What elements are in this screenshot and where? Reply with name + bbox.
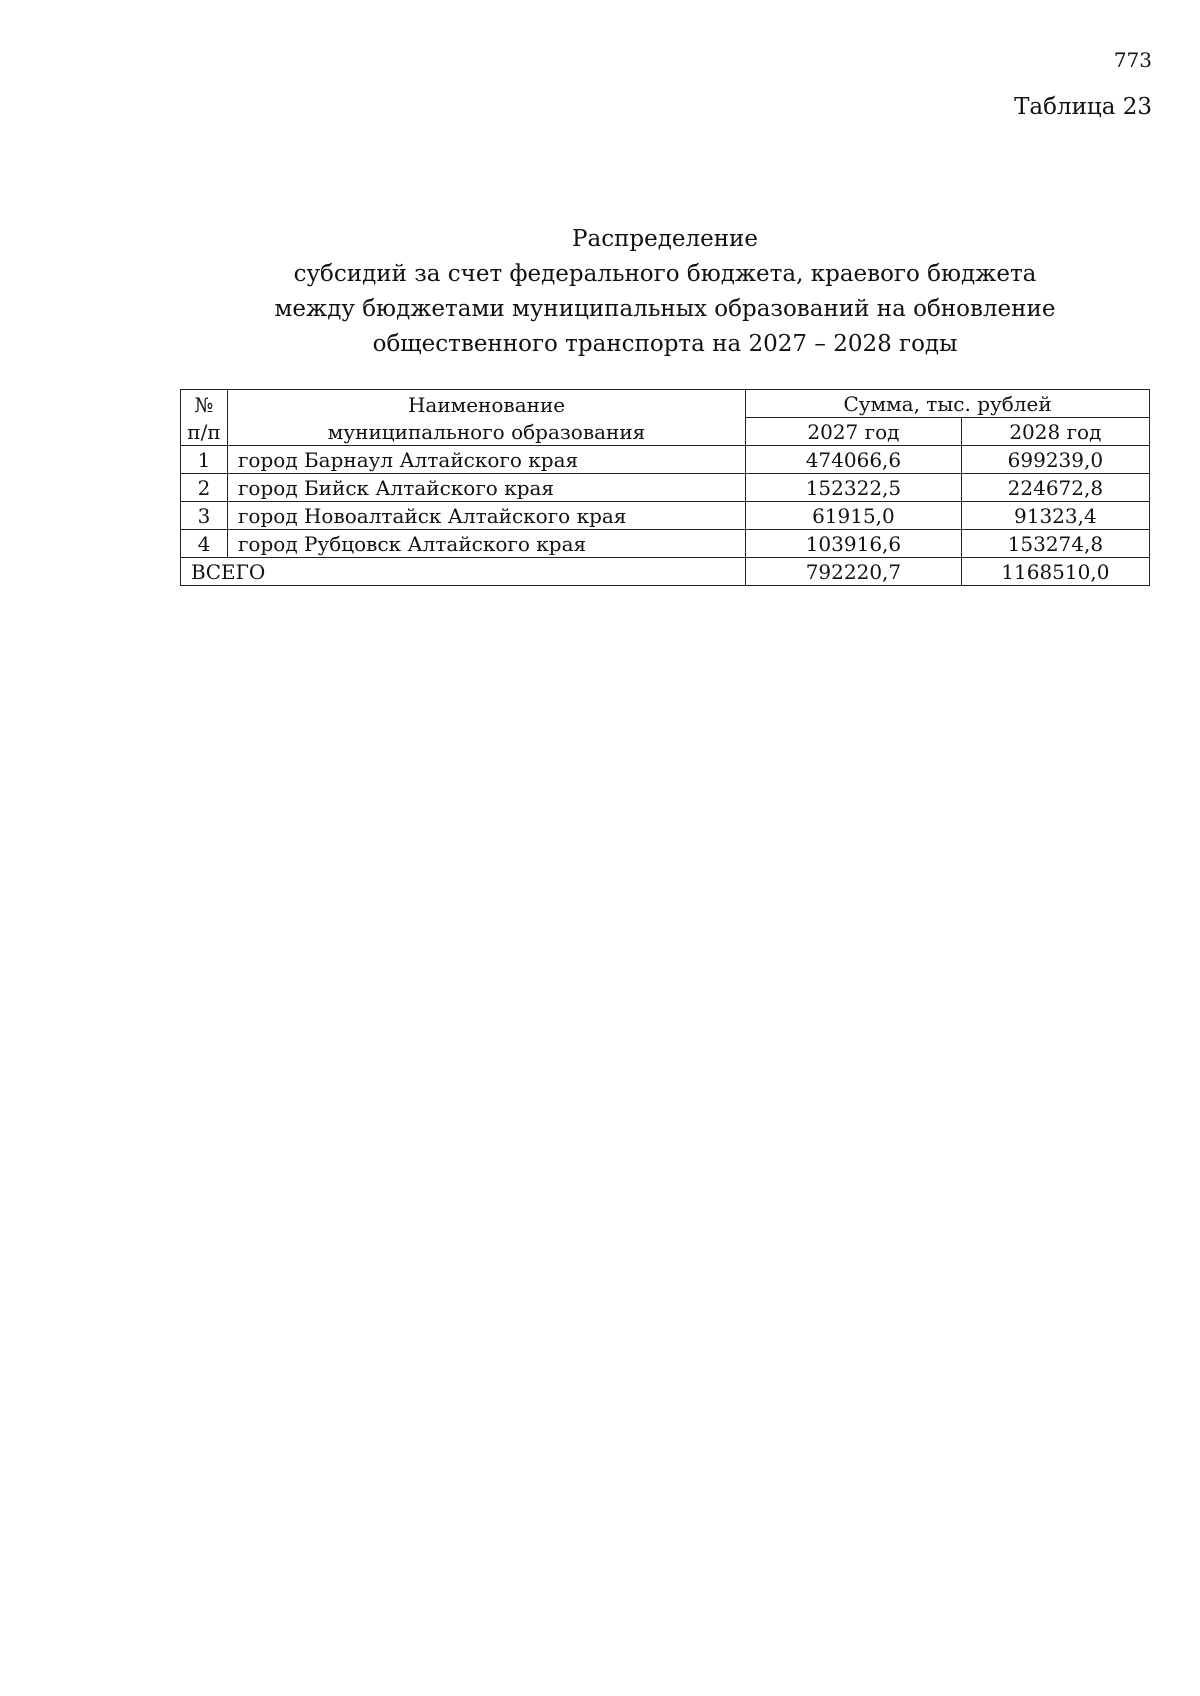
row-num: 3 [181, 502, 228, 530]
table-row [181, 446, 1150, 474]
total-value-2028: 1168510,0 [961, 558, 1149, 586]
row-value-2028: 91323,4 [961, 502, 1149, 530]
title-line-3: между бюджетами муниципальных образований на обновление [274, 296, 1056, 322]
table-row [181, 502, 1150, 530]
row-name: город Бийск Алтайского края [227, 474, 745, 502]
row-name: город Рубцовск Алтайского края [227, 530, 745, 558]
header-num-line1: № [181, 390, 228, 418]
header-name-line1: Наименование [227, 390, 745, 418]
header-year-2028: 2028 год [961, 418, 1149, 446]
row-value-2027: 152322,5 [746, 474, 962, 502]
total-value-2027: 792220,7 [746, 558, 962, 586]
page-number: 773 [1113, 48, 1152, 72]
title-line-4: общественного транспорта на 2027 – 2028 годы [372, 331, 958, 357]
row-name: город Барнаул Алтайского края [227, 446, 745, 474]
table-label: Таблица 23 [1014, 94, 1152, 120]
header-name-line2: муниципального образования [227, 418, 745, 446]
row-value-2028: 153274,8 [961, 530, 1149, 558]
table-row [181, 474, 1150, 502]
header-num-line2: п/п [181, 418, 228, 446]
row-num: 1 [181, 446, 228, 474]
header-sum-group: Сумма, тыс. рублей [746, 390, 1150, 418]
row-name: город Новоалтайск Алтайского края [227, 502, 745, 530]
table-header-row-2 [181, 418, 1150, 446]
table-row [181, 530, 1150, 558]
title-line-2: субсидий за счет федерального бюджета, краевого бюджета [293, 261, 1037, 287]
row-value-2027: 61915,0 [746, 502, 962, 530]
row-value-2027: 474066,6 [746, 446, 962, 474]
row-num: 2 [181, 474, 228, 502]
title-line-1: Распределение [572, 226, 758, 252]
document-title [180, 222, 1150, 362]
row-value-2028: 699239,0 [961, 446, 1149, 474]
row-num: 4 [181, 530, 228, 558]
header-year-2027: 2027 год [746, 418, 962, 446]
table-total-row [181, 558, 1150, 586]
row-value-2027: 103916,6 [746, 530, 962, 558]
table-header-row-1 [181, 390, 1150, 418]
subsidy-table [180, 389, 1150, 586]
total-label: ВСЕГО [181, 558, 746, 586]
row-value-2028: 224672,8 [961, 474, 1149, 502]
